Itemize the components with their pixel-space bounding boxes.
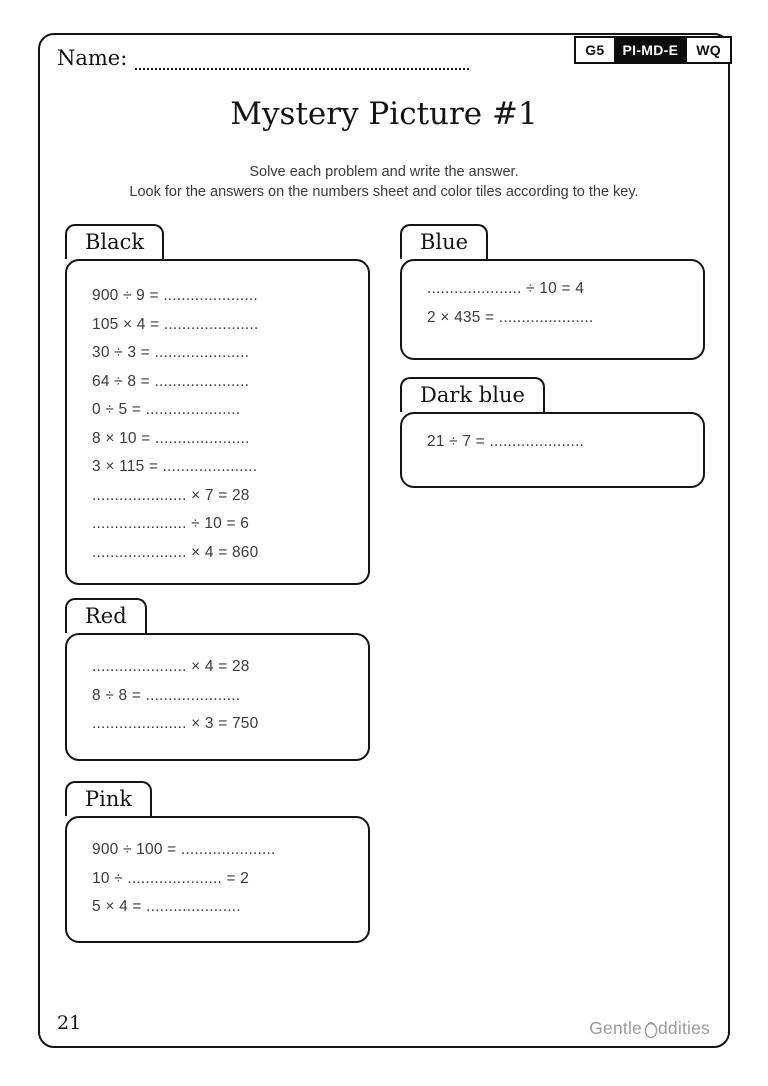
colorbox-body-pink (65, 816, 370, 943)
colorbox-tab-blue: Blue (400, 224, 488, 259)
colorbox-body-blue (400, 259, 705, 360)
brand-text-part2: ddities (658, 1018, 710, 1038)
name-label: Name: (57, 46, 128, 70)
problem-line: ..................... × 3 = 750 (92, 715, 259, 732)
problem-line: ..................... × 4 = 28 (92, 658, 250, 675)
instruction-line-1: Solve each problem and write the answer. (249, 164, 519, 180)
problem-line: 8 ÷ 8 = ..................... (92, 686, 241, 704)
problem-line: 900 ÷ 100 = ..................... (92, 841, 276, 858)
problem-line: 900 ÷ 9 = ..................... (92, 287, 258, 304)
problem-line: 3 × 115 = ..................... (92, 458, 258, 475)
name-fill-in-line (135, 46, 469, 70)
worksheet-type-badge: WQ (687, 38, 730, 62)
topic-code-badge: PI-MD-E (614, 38, 688, 62)
brand-text-part1: Gentle (589, 1018, 642, 1038)
problem-line: ..................... ÷ 10 = 6 (92, 515, 250, 532)
problem-line: 2 × 435 = ..................... (427, 308, 594, 326)
problem-line: 5 × 4 = ..................... (92, 898, 241, 915)
instructions (38, 163, 730, 202)
colorbox-tab-black: Black (65, 224, 164, 259)
problem-line: 105 × 4 = ..................... (92, 315, 259, 333)
problem-line: 0 ÷ 5 = ..................... (92, 401, 241, 418)
grade-badge: G5 (576, 38, 613, 62)
name-row (57, 46, 469, 70)
colorbox-tab-red: Red (65, 598, 147, 633)
problem-line: 10 ÷ ..................... = 2 (92, 869, 250, 887)
code-badges (574, 36, 732, 64)
problem-line: 30 ÷ 3 = ..................... (92, 344, 250, 361)
colorbox-body-darkblue (400, 412, 705, 488)
problem-line: ..................... × 7 = 28 (92, 486, 250, 504)
problem-line: 64 ÷ 8 = ..................... (92, 372, 250, 390)
problem-line: ..................... × 4 = 860 (92, 543, 259, 561)
problem-line: ..................... ÷ 10 = 4 (427, 280, 585, 297)
egg-icon (642, 1019, 658, 1039)
colorbox-body-black (65, 259, 370, 585)
brand-logo (589, 1018, 710, 1039)
problem-line: 8 × 10 = ..................... (92, 429, 250, 447)
page-number: 21 (57, 1012, 82, 1034)
colorbox-tab-darkblue: Dark blue (400, 377, 545, 412)
colorbox-tab-pink: Pink (65, 781, 152, 816)
instruction-line-2: Look for the answers on the numbers sheet and color tiles according to the key. (129, 183, 639, 200)
page-title: Mystery Picture #1 (230, 96, 538, 132)
colorbox-body-red (65, 633, 370, 761)
problem-line: 21 ÷ 7 = ..................... (427, 433, 585, 450)
